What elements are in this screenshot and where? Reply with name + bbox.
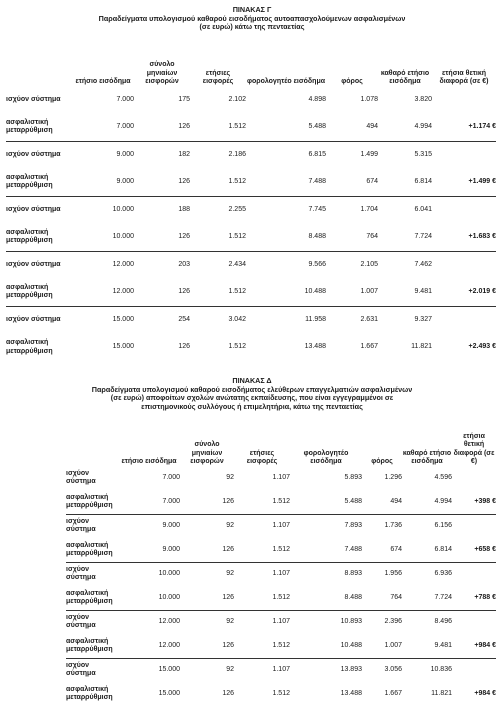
table-row bbox=[6, 86, 496, 114]
row-label: ισχύον σύστημα bbox=[66, 562, 118, 586]
header-annual-contributions: ετήσιες εισφορές bbox=[246, 449, 278, 465]
table-c-caption bbox=[0, 6, 504, 32]
cell-monthly-contributions: 126 bbox=[178, 233, 190, 241]
header-monthly-contributions: σύνολο μηνιαίων εισφορών bbox=[145, 61, 179, 85]
cell-annual-income: 15.000 bbox=[72, 306, 134, 334]
table-row bbox=[66, 514, 496, 538]
cell-taxable-income: 5.893 bbox=[344, 473, 362, 481]
cell-annual-income: 10.000 bbox=[112, 233, 134, 241]
header-annual-income: ετήσιο εισόδημα bbox=[75, 77, 131, 85]
cell-annual-income: 15.000 bbox=[118, 658, 180, 682]
row-label: ισχύον σύστημα bbox=[6, 306, 72, 334]
cell-annual-contributions: 1.512 bbox=[228, 288, 246, 296]
cell-annual-contributions: 2.255 bbox=[190, 196, 246, 224]
cell-annual-contributions: 1.512 bbox=[272, 593, 290, 601]
cell-annual-contributions: 1.512 bbox=[228, 123, 246, 131]
cell-positive-difference: +2.019 € bbox=[468, 288, 496, 296]
table-row bbox=[6, 114, 496, 141]
cell-net-income: 6.936 bbox=[402, 562, 452, 586]
cell-monthly-contributions: 92 bbox=[226, 473, 234, 481]
cell-taxable-income: 5.488 bbox=[308, 123, 326, 131]
table-row bbox=[6, 224, 496, 251]
cell-positive-difference: +658 € bbox=[474, 545, 496, 553]
cell-annual-income: 15.000 bbox=[112, 343, 134, 351]
cell-tax: 674 bbox=[366, 178, 378, 186]
cell-taxable-income: 10.893 bbox=[290, 610, 362, 634]
cell-annual-contributions: 1.512 bbox=[272, 641, 290, 649]
header-empty bbox=[6, 36, 72, 86]
cell-annual-income: 9.000 bbox=[72, 141, 134, 169]
cell-tax: 2.396 bbox=[362, 610, 402, 634]
cell-annual-income: 9.000 bbox=[116, 178, 134, 186]
cell-annual-contributions: 1.512 bbox=[272, 689, 290, 697]
cell-monthly-contributions: 92 bbox=[180, 658, 234, 682]
cell-positive-difference: +2.493 € bbox=[468, 343, 496, 351]
cell-net-income: 9.327 bbox=[378, 306, 432, 334]
row-label: ασφαλιστική μεταρρύθμιση bbox=[6, 174, 53, 190]
header-empty bbox=[66, 421, 118, 466]
header-annual-income: ετήσιο εισόδημα bbox=[121, 457, 177, 465]
cell-positive-difference bbox=[432, 196, 496, 224]
table-row bbox=[66, 562, 496, 586]
table-d-caption-line: Παραδείγματα υπολογισμού καθαρού εισοδήματος ελεύθερων επαγγελματιών ασφαλισμένων bbox=[91, 384, 413, 394]
row-label: ισχύον σύστημα bbox=[6, 141, 72, 169]
header-taxable-income: φορολογητέο εισόδημα bbox=[303, 449, 349, 465]
cell-annual-contributions: 1.512 bbox=[272, 497, 290, 505]
cell-tax: 1.667 bbox=[360, 343, 378, 351]
cell-tax: 1.956 bbox=[362, 562, 402, 586]
cell-positive-difference bbox=[432, 141, 496, 169]
cell-net-income: 11.821 bbox=[411, 343, 432, 351]
header-taxable-income: φορολογητέο εισόδημα bbox=[246, 77, 326, 85]
cell-annual-income: 9.000 bbox=[118, 514, 180, 538]
cell-monthly-contributions: 92 bbox=[180, 610, 234, 634]
cell-taxable-income: 7.488 bbox=[308, 178, 326, 186]
row-label: ασφαλιστική μεταρρύθμιση bbox=[66, 637, 113, 653]
cell-net-income: 9.481 bbox=[414, 288, 432, 296]
cell-monthly-contributions: 92 bbox=[180, 514, 234, 538]
table-d-caption bbox=[0, 377, 504, 411]
cell-net-income: 6.814 bbox=[434, 545, 452, 553]
cell-monthly-contributions: 126 bbox=[178, 343, 190, 351]
cell-net-income: 6.156 bbox=[402, 514, 452, 538]
table-row bbox=[6, 169, 496, 196]
cell-net-income: 9.481 bbox=[434, 641, 452, 649]
table-c-caption-line: (σε ευρώ) κάτω της πενταετίας bbox=[199, 22, 305, 32]
cell-taxable-income: 9.566 bbox=[246, 251, 326, 279]
row-label: ασφαλιστική μεταρρύθμιση bbox=[66, 685, 113, 701]
table-row bbox=[66, 634, 496, 658]
cell-annual-income: 7.000 bbox=[162, 497, 180, 505]
cell-taxable-income: 4.898 bbox=[308, 95, 326, 103]
row-label: ισχύον σύστημα bbox=[66, 658, 118, 682]
cell-taxable-income: 10.488 bbox=[304, 288, 326, 296]
cell-positive-difference bbox=[432, 86, 496, 114]
cell-tax: 494 bbox=[390, 497, 402, 505]
table-row bbox=[66, 610, 496, 634]
cell-taxable-income: 13.893 bbox=[290, 658, 362, 682]
cell-monthly-contributions: 126 bbox=[178, 123, 190, 131]
cell-tax: 764 bbox=[366, 233, 378, 241]
cell-tax: 1.499 bbox=[326, 141, 378, 169]
cell-tax: 1.736 bbox=[362, 514, 402, 538]
table-row bbox=[66, 682, 496, 706]
cell-net-income: 8.496 bbox=[402, 610, 452, 634]
table-row bbox=[6, 141, 496, 169]
cell-annual-income: 7.000 bbox=[116, 95, 134, 103]
table-row bbox=[6, 306, 496, 334]
cell-tax: 1.007 bbox=[384, 641, 402, 649]
cell-annual-income: 7.000 bbox=[162, 473, 180, 481]
cell-annual-contributions: 2.102 bbox=[228, 95, 246, 103]
cell-positive-difference bbox=[452, 610, 496, 634]
table-row bbox=[66, 490, 496, 514]
cell-annual-income: 12.000 bbox=[72, 251, 134, 279]
cell-annual-income: 12.000 bbox=[112, 288, 134, 296]
table-row bbox=[6, 196, 496, 224]
cell-net-income: 4.596 bbox=[434, 473, 452, 481]
cell-taxable-income: 8.488 bbox=[344, 593, 362, 601]
cell-taxable-income: 5.488 bbox=[344, 497, 362, 505]
cell-positive-difference: +1.174 € bbox=[468, 123, 496, 131]
cell-taxable-income: 8.488 bbox=[308, 233, 326, 241]
row-label: ισχύον σύστημα bbox=[66, 514, 118, 538]
header-net-income: καθαρό ετήσιο εισόδημα bbox=[402, 449, 452, 465]
cell-tax: 3.056 bbox=[362, 658, 402, 682]
table-row bbox=[6, 251, 496, 279]
cell-annual-contributions: 1.107 bbox=[234, 514, 290, 538]
cell-positive-difference: +1.683 € bbox=[468, 233, 496, 241]
cell-taxable-income: 13.488 bbox=[340, 689, 362, 697]
table-d-body bbox=[66, 466, 496, 706]
cell-monthly-contributions: 203 bbox=[134, 251, 190, 279]
header-monthly-contributions: σύνολο μηνιαίων εισφορών bbox=[190, 441, 224, 465]
row-label: ισχύον σύστημα bbox=[66, 610, 118, 634]
cell-monthly-contributions: 126 bbox=[222, 497, 234, 505]
header-positive-difference: ετήσια θετική διαφορά (σε €) bbox=[453, 433, 495, 465]
cell-taxable-income: 6.815 bbox=[246, 141, 326, 169]
cell-positive-difference bbox=[452, 658, 496, 682]
table-d-caption-line: (σε ευρώ) αποφοίτων σχολών ανώτατης εκπαίδευσης, που είναι εγγεγραμμένοι σε bbox=[110, 393, 394, 403]
cell-annual-contributions: 1.512 bbox=[228, 178, 246, 186]
header-tax: φόρος bbox=[371, 457, 393, 465]
cell-taxable-income: 7.488 bbox=[344, 545, 362, 553]
table-row bbox=[66, 658, 496, 682]
cell-annual-contributions: 2.434 bbox=[190, 251, 246, 279]
table-row bbox=[66, 538, 496, 562]
header-annual-contributions: ετήσιες εισφορές bbox=[202, 69, 234, 85]
cell-annual-contributions: 1.107 bbox=[234, 610, 290, 634]
cell-taxable-income: 11.958 bbox=[246, 306, 326, 334]
cell-monthly-contributions: 126 bbox=[222, 641, 234, 649]
row-label: ασφαλιστική μεταρρύθμιση bbox=[6, 284, 53, 300]
row-label: ασφαλιστική μεταρρύθμιση bbox=[66, 589, 113, 605]
cell-positive-difference: +984 € bbox=[474, 641, 496, 649]
cell-positive-difference bbox=[452, 466, 496, 490]
cell-taxable-income: 7.893 bbox=[290, 514, 362, 538]
row-label: ασφαλιστική μεταρρύθμιση bbox=[6, 229, 53, 245]
table-row bbox=[66, 466, 496, 490]
cell-positive-difference: +984 € bbox=[474, 689, 496, 697]
cell-annual-contributions: 1.107 bbox=[234, 562, 290, 586]
cell-net-income: 7.462 bbox=[378, 251, 432, 279]
cell-monthly-contributions: 126 bbox=[222, 545, 234, 553]
cell-tax: 494 bbox=[366, 123, 378, 131]
cell-net-income: 7.724 bbox=[414, 233, 432, 241]
cell-tax: 764 bbox=[390, 593, 402, 601]
row-label: ισχύον σύστημα bbox=[6, 95, 61, 103]
cell-taxable-income: 8.893 bbox=[290, 562, 362, 586]
cell-tax: 1.667 bbox=[384, 689, 402, 697]
table-c-body bbox=[6, 86, 496, 361]
cell-net-income: 3.820 bbox=[414, 95, 432, 103]
cell-annual-contributions: 1.107 bbox=[272, 473, 290, 481]
row-label: ισχύον σύστημα bbox=[66, 469, 96, 485]
row-label: ασφαλιστική μεταρρύθμιση bbox=[66, 541, 113, 557]
cell-monthly-contributions: 254 bbox=[134, 306, 190, 334]
row-label: ασφαλιστική μεταρρύθμιση bbox=[66, 493, 113, 509]
cell-annual-income: 12.000 bbox=[118, 610, 180, 634]
cell-positive-difference: +1.499 € bbox=[468, 178, 496, 186]
cell-taxable-income: 10.488 bbox=[340, 641, 362, 649]
cell-tax: 674 bbox=[390, 545, 402, 553]
cell-net-income: 6.041 bbox=[378, 196, 432, 224]
cell-tax: 1.296 bbox=[384, 473, 402, 481]
row-label: ισχύον σύστημα bbox=[6, 251, 72, 279]
cell-annual-income: 9.000 bbox=[162, 545, 180, 553]
table-c-section bbox=[0, 5, 504, 355]
cell-positive-difference bbox=[452, 562, 496, 586]
row-label: ασφαλιστική μεταρρύθμιση bbox=[6, 119, 53, 135]
cell-positive-difference bbox=[452, 514, 496, 538]
table-d-section bbox=[0, 376, 504, 701]
cell-taxable-income: 13.488 bbox=[304, 343, 326, 351]
cell-tax: 1.007 bbox=[360, 288, 378, 296]
table-d-title: ΠΙΝΑΚΑΣ Δ bbox=[232, 376, 272, 385]
table-d bbox=[66, 421, 496, 706]
cell-net-income: 6.814 bbox=[414, 178, 432, 186]
cell-tax: 1.704 bbox=[326, 196, 378, 224]
cell-net-income: 10.836 bbox=[402, 658, 452, 682]
cell-net-income: 7.724 bbox=[434, 593, 452, 601]
table-row bbox=[6, 334, 496, 361]
header-tax: φόρος bbox=[341, 77, 363, 85]
cell-positive-difference bbox=[432, 306, 496, 334]
table-row bbox=[66, 586, 496, 610]
cell-annual-contributions: 1.107 bbox=[234, 658, 290, 682]
table-c-title: ΠΙΝΑΚΑΣ Γ bbox=[232, 5, 272, 14]
cell-tax: 2.631 bbox=[326, 306, 378, 334]
cell-net-income: 4.994 bbox=[434, 497, 452, 505]
cell-annual-income: 10.000 bbox=[72, 196, 134, 224]
cell-annual-income: 10.000 bbox=[158, 593, 180, 601]
row-label: ασφαλιστική μεταρρύθμιση bbox=[6, 339, 53, 355]
cell-positive-difference: +398 € bbox=[474, 497, 496, 505]
header-positive-difference: ετήσια θετική διαφορά (σε €) bbox=[439, 69, 489, 85]
cell-taxable-income: 7.745 bbox=[246, 196, 326, 224]
header-net-income: καθαρό ετήσιο εισόδημα bbox=[380, 69, 430, 85]
cell-monthly-contributions: 182 bbox=[134, 141, 190, 169]
cell-monthly-contributions: 126 bbox=[178, 178, 190, 186]
cell-annual-income: 15.000 bbox=[158, 689, 180, 697]
table-d-caption-line: επιστημονικούς συλλόγους ή επιμελητήρια, κάτω της πενταετίας bbox=[141, 401, 363, 411]
cell-tax: 1.078 bbox=[360, 95, 378, 103]
cell-monthly-contributions: 126 bbox=[222, 689, 234, 697]
table-row bbox=[6, 279, 496, 306]
cell-net-income: 5.315 bbox=[378, 141, 432, 169]
cell-annual-income: 12.000 bbox=[158, 641, 180, 649]
cell-annual-contributions: 2.186 bbox=[190, 141, 246, 169]
cell-annual-income: 10.000 bbox=[118, 562, 180, 586]
cell-tax: 2.105 bbox=[326, 251, 378, 279]
cell-annual-contributions: 1.512 bbox=[272, 545, 290, 553]
table-c-caption-line: Παραδείγματα υπολογισμού καθαρού εισοδήματος αυτοαπασχολούμενων ασφαλισμένων bbox=[98, 13, 406, 23]
cell-net-income: 4.994 bbox=[414, 123, 432, 131]
cell-annual-contributions: 1.512 bbox=[228, 233, 246, 241]
cell-positive-difference: +788 € bbox=[474, 593, 496, 601]
cell-monthly-contributions: 92 bbox=[180, 562, 234, 586]
cell-annual-income: 7.000 bbox=[116, 123, 134, 131]
table-c bbox=[6, 36, 496, 361]
cell-monthly-contributions: 126 bbox=[222, 593, 234, 601]
cell-monthly-contributions: 188 bbox=[134, 196, 190, 224]
cell-positive-difference bbox=[432, 251, 496, 279]
row-label: ισχύον σύστημα bbox=[6, 196, 72, 224]
cell-annual-contributions: 3.042 bbox=[190, 306, 246, 334]
cell-monthly-contributions: 175 bbox=[178, 95, 190, 103]
cell-annual-contributions: 1.512 bbox=[228, 343, 246, 351]
cell-monthly-contributions: 126 bbox=[178, 288, 190, 296]
cell-net-income: 11.821 bbox=[431, 689, 452, 697]
